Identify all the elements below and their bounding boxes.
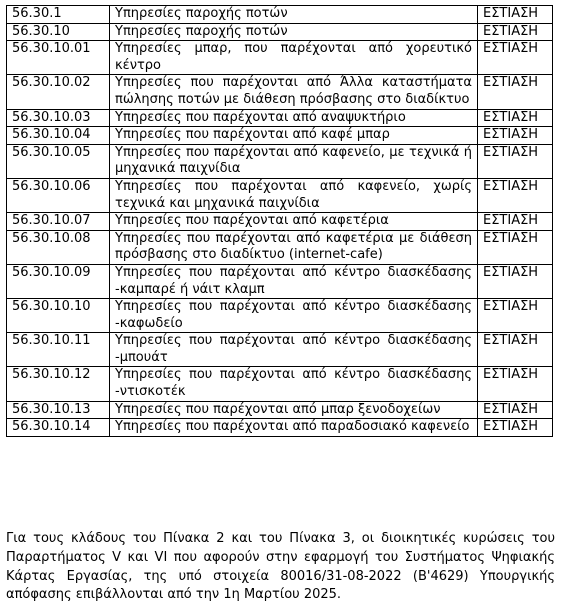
table-row [7, 401, 553, 419]
code-cell: 56.30.10.04 [7, 127, 110, 145]
description-cell: Υπηρεσίες που παρέχονται από παραδοσιακό καφενείο [110, 419, 478, 437]
table-row [7, 178, 553, 212]
category-cell: ΕΣΤΙΑΣΗ [478, 75, 553, 109]
code-cell: 56.30.10.09 [7, 264, 110, 298]
description-cell: Υπηρεσίες παροχής ποτών [110, 6, 478, 24]
description-cell: Υπηρεσίες που παρέχονται από κέντρο διασκέδασης -καφωδείο [110, 299, 478, 333]
category-cell: ΕΣΤΙΑΣΗ [478, 178, 553, 212]
code-cell: 56.30.10.01 [7, 41, 110, 75]
table-row [7, 109, 553, 127]
category-cell: ΕΣΤΙΑΣΗ [478, 367, 553, 401]
activity-codes-table [6, 5, 553, 437]
category-cell: ΕΣΤΙΑΣΗ [478, 109, 553, 127]
table-row [7, 333, 553, 367]
description-cell: Υπηρεσίες μπαρ, που παρέχονται από χορευτικό κέντρο [110, 41, 478, 75]
code-cell: 56.30.10.03 [7, 109, 110, 127]
category-cell: ΕΣΤΙΑΣΗ [478, 144, 553, 178]
description-cell: Υπηρεσίες που παρέχονται από μπαρ ξενοδοχείων [110, 401, 478, 419]
description-cell: Υπηρεσίες που παρέχονται από αναψυκτήριο [110, 109, 478, 127]
category-cell: ΕΣΤΙΑΣΗ [478, 333, 553, 367]
category-cell: ΕΣΤΙΑΣΗ [478, 401, 553, 419]
category-cell: ΕΣΤΙΑΣΗ [478, 264, 553, 298]
code-cell: 56.30.10.06 [7, 178, 110, 212]
code-cell: 56.30.10.12 [7, 367, 110, 401]
description-cell: Υπηρεσίες που παρέχονται από καφετέρια [110, 213, 478, 231]
description-cell: Υπηρεσίες που παρέχονται από καφενείο, χωρίς τεχνικά και μηχανικά παιχνίδια [110, 178, 478, 212]
table-row [7, 230, 553, 264]
description-cell: Υπηρεσίες που παρέχονται από κέντρο διασκέδασης -μπουάτ [110, 333, 478, 367]
table-row [7, 419, 553, 437]
category-cell: ΕΣΤΙΑΣΗ [478, 419, 553, 437]
description-cell: Υπηρεσίες παροχής ποτών [110, 23, 478, 41]
table-row [7, 264, 553, 298]
category-cell: ΕΣΤΙΑΣΗ [478, 127, 553, 145]
description-cell: Υπηρεσίες που παρέχονται από κέντρο διασκέδασης -καμπαρέ ή νάιτ κλαμπ [110, 264, 478, 298]
category-cell: ΕΣΤΙΑΣΗ [478, 41, 553, 75]
table-body [7, 6, 553, 437]
category-cell: ΕΣΤΙΑΣΗ [478, 23, 553, 41]
code-cell: 56.30.10.13 [7, 401, 110, 419]
category-cell: ΕΣΤΙΑΣΗ [478, 230, 553, 264]
footer-paragraph: Για τους κλάδους του Πίνακα 2 και του Πίνακα 3, οι διοικητικές κυρώσεις του Παραρτήματος V και VI που αφορούν στην εφαρμογή του Συστήματος Ψηφιακής Κάρτας Εργασίας, της υπό στοιχεία 80016/31-08-2022 (Β'4629) Υπουργικής απόφασης επιβάλλονται από την 1η Μαρτίου 2025. [6, 531, 555, 603]
description-cell: Υπηρεσίες που παρέχονται από καφενείο, με τεχνικά ή μηχανικά παιχνίδια [110, 144, 478, 178]
table-row [7, 367, 553, 401]
description-cell: Υπηρεσίες που παρέχονται από Άλλα καταστήματα πώλησης ποτών με διάθεση πρόσβασης στο διαδίκτυο [110, 75, 478, 109]
code-cell: 56.30.10.07 [7, 213, 110, 231]
code-cell: 56.30.10.14 [7, 419, 110, 437]
code-cell: 56.30.10 [7, 23, 110, 41]
table-row [7, 75, 553, 109]
description-cell: Υπηρεσίες που παρέχονται από καφετέρια με διάθεση πρόσβασης στο διαδίκτυο (internet-cafe) [110, 230, 478, 264]
table-row [7, 6, 553, 24]
table-row [7, 23, 553, 41]
description-cell: Υπηρεσίες που παρέχονται από κέντρο διασκέδασης -ντισκοτέκ [110, 367, 478, 401]
table-row [7, 144, 553, 178]
category-cell: ΕΣΤΙΑΣΗ [478, 299, 553, 333]
code-cell: 56.30.10.02 [7, 75, 110, 109]
table-row [7, 213, 553, 231]
description-cell: Υπηρεσίες που παρέχονται από καφέ μπαρ [110, 127, 478, 145]
table-row [7, 41, 553, 75]
category-cell: ΕΣΤΙΑΣΗ [478, 6, 553, 24]
code-cell: 56.30.10.11 [7, 333, 110, 367]
code-cell: 56.30.10.10 [7, 299, 110, 333]
code-cell: 56.30.10.08 [7, 230, 110, 264]
code-cell: 56.30.10.05 [7, 144, 110, 178]
code-cell: 56.30.1 [7, 6, 110, 24]
table-row [7, 127, 553, 145]
table-row [7, 299, 553, 333]
category-cell: ΕΣΤΙΑΣΗ [478, 213, 553, 231]
